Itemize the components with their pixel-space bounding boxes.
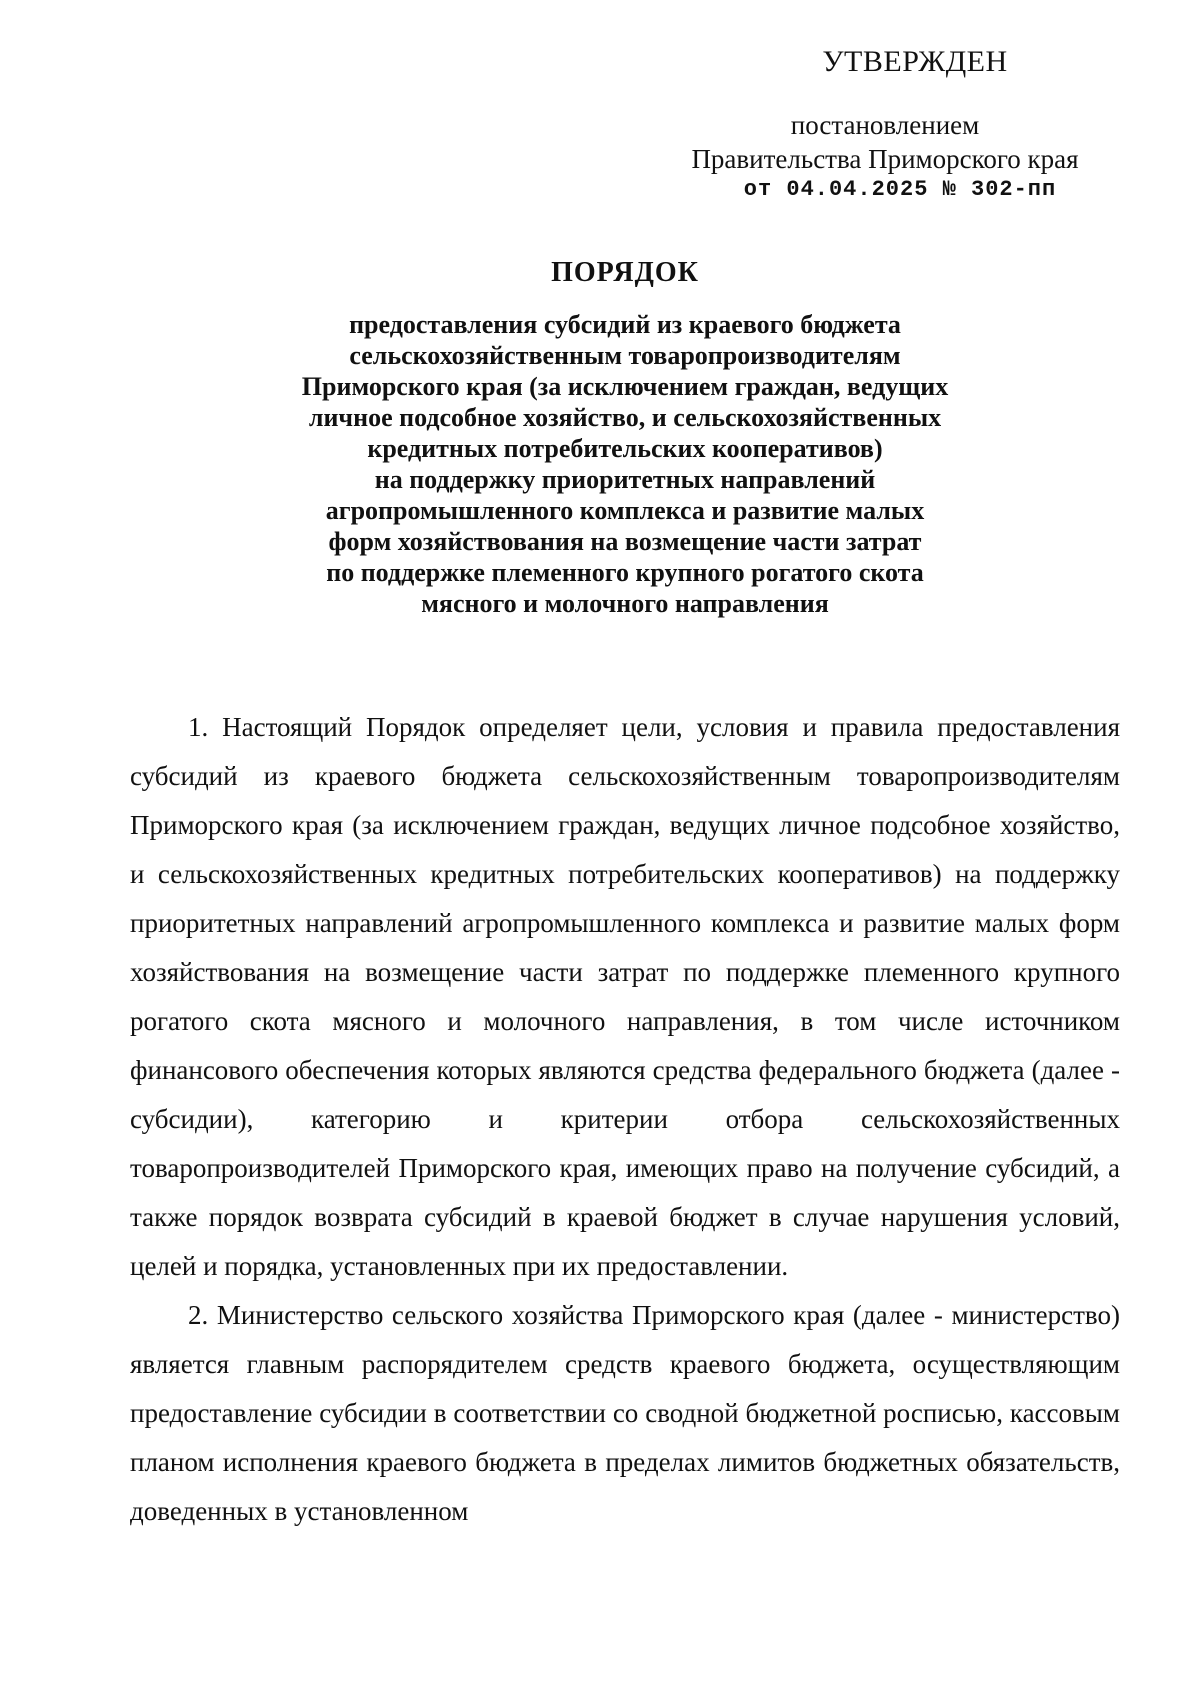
subtitle-line: сельскохозяйственным товаропроизводителям xyxy=(349,341,901,370)
subtitle-line: личное подсобное хозяйство, и сельскохозяйственных xyxy=(308,403,942,432)
document-body xyxy=(130,703,1120,1536)
paragraph-1: 1. Настоящий Порядок определяет цели, условия и правила предоставления субсидий из краевого бюджета сельскохозяйственным товаропроизводителям Приморского края (за исключением граждан, ведущих личное подсобное хозяйство, и сельскохозяйственных кредитных потребительских кооперативов) на поддержку приоритетных направлений агропромышленного комплекса и развитие малых форм хозяйствования на возмещение части затрат по поддержке племенного крупного рогатого скота мясного и молочного направления, в том числе источником финансового обеспечения которых являются средства федерального бюджета (далее - субсидии), категорию и критерии отбора сельскохозяйственных товаропроизводителей Приморского края, имеющих право на получение субсидий, а также порядок возврата субсидий в краевой бюджет в случае нарушения условий, целей и порядка, установленных при их предоставлении. xyxy=(130,712,1120,1281)
subtitle-line: Приморского края (за исключением граждан, ведущих xyxy=(301,372,949,401)
subtitle-line: мясного и молочного направления xyxy=(421,589,829,618)
subtitle-line: предоставления субсидий из краевого бюджета xyxy=(349,310,901,339)
approval-date-number: от 04.04.2025 № 302-пп xyxy=(743,177,1057,202)
paragraph-2: 2. Министерство сельского хозяйства Приморского края (далее - министерство) является главным распорядителем средств краевого бюджета, осуществляющим предоставление субсидии в соответствии со сводной бюджетной росписью, кассовым планом исполнения краевого бюджета в пределах лимитов бюджетных обязательств, доведенных в установленном xyxy=(130,1300,1120,1526)
subtitle-line: агропромышленного комплекса и развитие малых xyxy=(325,496,925,525)
approval-line-government: Правительства Приморского края xyxy=(691,144,1079,174)
subtitle-line: кредитных потребительских кооперативов) xyxy=(367,434,883,463)
subtitle-line: форм хозяйствования на возмещение части затрат xyxy=(328,527,922,556)
subtitle-line: на поддержку приоритетных направлений xyxy=(374,465,876,494)
document-title: ПОРЯДОК xyxy=(551,257,699,288)
approval-line-resolution: постановлением xyxy=(790,110,980,140)
document-subtitle xyxy=(200,309,1050,619)
approval-stamp: УТВЕРЖДЕН xyxy=(822,45,1008,78)
approval-block xyxy=(660,42,1110,204)
subtitle-line: по поддержке племенного крупного рогатого скота xyxy=(326,558,924,587)
